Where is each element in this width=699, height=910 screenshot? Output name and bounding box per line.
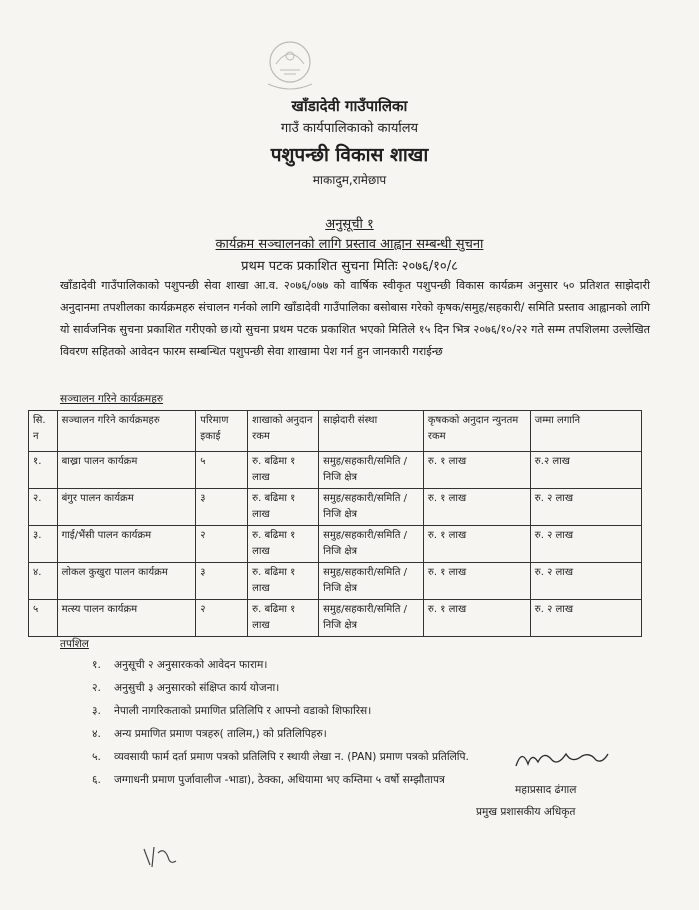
cell-total: रु. २ लाख bbox=[530, 526, 641, 563]
signature-scribble bbox=[512, 746, 612, 772]
cell-total: रु. २ लाख bbox=[530, 600, 641, 637]
cell-farmer-share: रु. १ लाख bbox=[423, 563, 530, 600]
list-item-text: अनुसूची २ अनुसारकको आवेदन फाराम। bbox=[114, 659, 268, 671]
list-item-number: ३. bbox=[92, 705, 101, 717]
table-row bbox=[29, 600, 642, 637]
cell-partner: समुह/सहकारी/समिति /निजि क्षेत्र bbox=[319, 563, 424, 600]
publication-date: प्रथम पटक प्रकाशित सुचना मितिः २०७६/१०/८ bbox=[241, 259, 458, 274]
header-farmer-share: कृषकको अनुदान न्युनतम रकम bbox=[423, 411, 530, 452]
cell-farmer-share: रु. १ लाख bbox=[423, 452, 530, 489]
table-row bbox=[29, 526, 642, 563]
list-item-number: ६. bbox=[92, 774, 101, 786]
list-item bbox=[92, 677, 469, 700]
header-total: जम्मा लगानि bbox=[530, 411, 641, 452]
list-item bbox=[92, 769, 469, 792]
list-item-number: २. bbox=[92, 682, 101, 694]
list-item bbox=[92, 654, 469, 677]
attachments-title: तपशिल bbox=[60, 638, 89, 650]
cell-grant: रु. बढिमा १ लाख bbox=[248, 452, 319, 489]
header-serial: सि. न bbox=[29, 411, 58, 452]
list-item-text: अनुसुची ३ अनुसारको संक्षिप्त कार्य योजना। bbox=[114, 682, 280, 694]
schedule-label: अनुसूची १ bbox=[325, 217, 374, 232]
cell-grant: रु. बढिमा १ लाख bbox=[248, 489, 319, 526]
cell-quantity: ५ bbox=[196, 452, 248, 489]
cell-serial: ३. bbox=[29, 526, 58, 563]
programs-table bbox=[28, 410, 642, 637]
cell-total: रु. २ लाख bbox=[530, 489, 641, 526]
cell-farmer-share: रु. १ लाख bbox=[423, 489, 530, 526]
table-row bbox=[29, 563, 642, 600]
programs-title: सञ्चालन गरिने कार्यक्रमहरु bbox=[60, 393, 164, 405]
cell-program: मत्स्य पालन कार्यक्रम bbox=[57, 600, 196, 637]
section-title: पशुपन्छी विकास शाखा bbox=[270, 144, 429, 166]
list-item-text: जग्गाधनी प्रमाण पुर्जावालीज -भाडा), ठेक्का, अधियामा भए कम्तिमा ५ वर्षो सम्झौतापत्र bbox=[114, 774, 445, 786]
cell-grant: रु. बढिमा १ लाख bbox=[248, 526, 319, 563]
list-item-number: ५. bbox=[92, 751, 101, 763]
signatory-title: प्रमुख प्रशासकीय अधिकृत bbox=[476, 806, 576, 818]
header-quantity: परिमाण इकाई bbox=[196, 411, 248, 452]
cell-quantity: ३ bbox=[196, 489, 248, 526]
government-emblem-icon bbox=[258, 34, 322, 94]
table-row bbox=[29, 489, 642, 526]
notice-body: खाँडादेवी गाउँपालिकाको पशुपन्छी सेवा शाखा आ.व. २०७६/०७७ को वार्षिक स्वीकृत पशुपन्छी विकास कार्यक्रम अनुसार ५० प्रतिशत साझेदारी अनुदानमा तपशीलका कार्यक्रमहरु संचालन गर्नको लागि खाँडादेवी गाउँपालिका बसोबास गरेको कृषक/समुह/सहकारी/ समिति प्रस्ताव आह्वानको लागि यो सार्वजनिक सुचना प्रकाशित गरीएको छ।यो सुचना प्रथम पटक प्रकाशित भएको मितिले १५ दिन भित्र २०७६/१०/२२ गते सम्म तपशिलमा उल्लेखित विवरण सहितको आवेदन फारम सम्बन्धित पशुपन्छी सेवा शाखामा पेश गर्न हुन जानकारी गराईन्छ bbox=[60, 279, 650, 358]
cell-program: गाई/भैंसी पालन कार्यक्रम bbox=[57, 526, 196, 563]
cell-partner: समुह/सहकारी/समिति /निजि क्षेत्र bbox=[319, 452, 424, 489]
list-item-text: नेपाली नागरिकताको प्रमाणित प्रतिलिपि र आफ्नो वडाको शिफारिस। bbox=[114, 705, 372, 717]
table-header-row bbox=[29, 411, 642, 452]
cell-quantity: २ bbox=[196, 600, 248, 637]
cell-serial: ४. bbox=[29, 563, 58, 600]
attachments-list bbox=[92, 654, 469, 792]
cell-total: रु.२ लाख bbox=[530, 452, 641, 489]
cell-grant: रु. बढिमा १ लाख bbox=[248, 563, 319, 600]
cell-partner: समुह/सहकारी/समिति /निजि क्षेत्र bbox=[319, 600, 424, 637]
table-row bbox=[29, 452, 642, 489]
cell-partner: समुह/सहकारी/समिति /निजि क्षेत्र bbox=[319, 489, 424, 526]
cell-program: बंगुर पालन कार्यक्रम bbox=[57, 489, 196, 526]
list-item-text: व्यवसायी फार्म दर्ता प्रमाण पत्रको प्रतिलिपि र स्थायी लेखा न. (PAN) प्रमाण पत्रको प्रतिलिपि. bbox=[114, 751, 469, 763]
cell-grant: रु. बढिमा १ लाख bbox=[248, 600, 319, 637]
cell-serial: १. bbox=[29, 452, 58, 489]
list-item-number: १. bbox=[92, 659, 101, 671]
notice-subject: कार्यक्रम सञ्चालनको लागि प्रस्ताव आह्वान सम्बन्धी सुचना bbox=[215, 237, 484, 252]
cell-total: रु. २ लाख bbox=[530, 563, 641, 600]
cell-partner: समुह/सहकारी/समिति /निजि क्षेत्र bbox=[319, 526, 424, 563]
cell-quantity: २ bbox=[196, 526, 248, 563]
cell-quantity: ३ bbox=[196, 563, 248, 600]
cell-serial: २. bbox=[29, 489, 58, 526]
cell-serial: ५ bbox=[29, 600, 58, 637]
cell-program: लोकल कुखुरा पालन कार्यक्रम bbox=[57, 563, 196, 600]
cell-program: बाख्रा पालन कार्यक्रम bbox=[57, 452, 196, 489]
municipality-name: खाँडादेवी गाउँपालिका bbox=[291, 97, 408, 115]
list-item-number: ४. bbox=[92, 728, 101, 740]
cell-farmer-share: रु. १ लाख bbox=[423, 526, 530, 563]
office-name: गाउँ कार्यपालिकाको कार्यालय bbox=[280, 121, 419, 136]
cell-farmer-share: रु. १ लाख bbox=[423, 600, 530, 637]
list-item-text: अन्य प्रमाणित प्रमाण पत्रहरु( तालिम,) को प्रतिलिपिहरु। bbox=[114, 728, 327, 740]
list-item bbox=[92, 746, 469, 769]
signatory-name: महाप्रसाद ढंगाल bbox=[515, 784, 577, 796]
list-item bbox=[92, 700, 469, 723]
header-partner: साझेदारी संस्था bbox=[319, 411, 424, 452]
handwritten-initials bbox=[140, 843, 180, 871]
header-grant: शाखाको अनुदान रकम bbox=[248, 411, 319, 452]
address: माकादुम,रामेछाप bbox=[312, 173, 387, 187]
header-program: सञ्चालन गरिने कार्यक्रमहरु bbox=[57, 411, 196, 452]
list-item bbox=[92, 723, 469, 746]
